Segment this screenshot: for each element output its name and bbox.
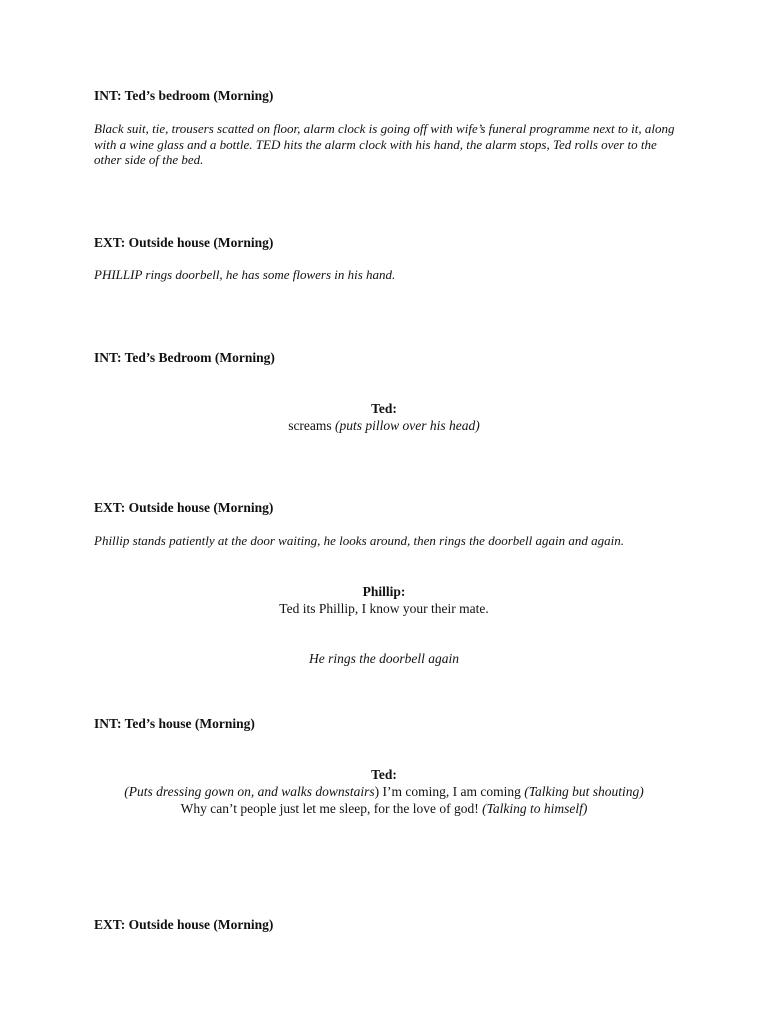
scene-heading: INT: Ted’s Bedroom (Morning) bbox=[94, 350, 275, 365]
scene-heading: INT: Ted’s bedroom (Morning) bbox=[94, 88, 274, 103]
scene-heading: EXT: Outside house (Morning) bbox=[94, 500, 274, 515]
parenthetical: (Talking but shouting) bbox=[524, 784, 644, 799]
character-name: Phillip: bbox=[362, 584, 406, 599]
action-text: Black suit, tie, trousers scatted on floor, alarm clock is going off with wife’s funeral programme next to it, along with a wine glass and a bottle. TED hits the alarm clock with his hand, the alarm stops, Ted rolls over to the other side of the bed. bbox=[94, 121, 675, 167]
dialogue-line bbox=[0, 800, 768, 817]
dialogue-line bbox=[0, 417, 768, 434]
action-text: PHILLIP rings doorbell, he has some flowers in his hand. bbox=[94, 267, 396, 282]
parenthetical: (Talking to himself) bbox=[482, 801, 588, 816]
dialogue-line bbox=[0, 783, 768, 800]
dialogue-text: ) I’m coming, I am coming bbox=[374, 784, 525, 799]
character-name: Ted: bbox=[371, 767, 397, 782]
character-name: Ted: bbox=[371, 401, 397, 416]
dialogue-text: screams bbox=[288, 418, 336, 433]
scene-heading: EXT: Outside house (Morning) bbox=[94, 917, 274, 932]
scene-heading: EXT: Outside house (Morning) bbox=[94, 235, 274, 250]
stage-direction: He rings the doorbell again bbox=[309, 651, 459, 666]
scene-heading: INT: Ted’s house (Morning) bbox=[94, 716, 255, 731]
parenthetical: (puts pillow over his head) bbox=[335, 418, 480, 433]
dialogue-line: Ted its Phillip, I know your their mate. bbox=[279, 601, 489, 616]
parenthetical: (Puts dressing gown on, and walks downstairs bbox=[124, 784, 375, 799]
dialogue-text: Why can’t people just let me sleep, for the love of god! bbox=[180, 801, 483, 816]
action-text: Phillip stands patiently at the door waiting, he looks around, then rings the doorbell again and again. bbox=[94, 533, 624, 548]
